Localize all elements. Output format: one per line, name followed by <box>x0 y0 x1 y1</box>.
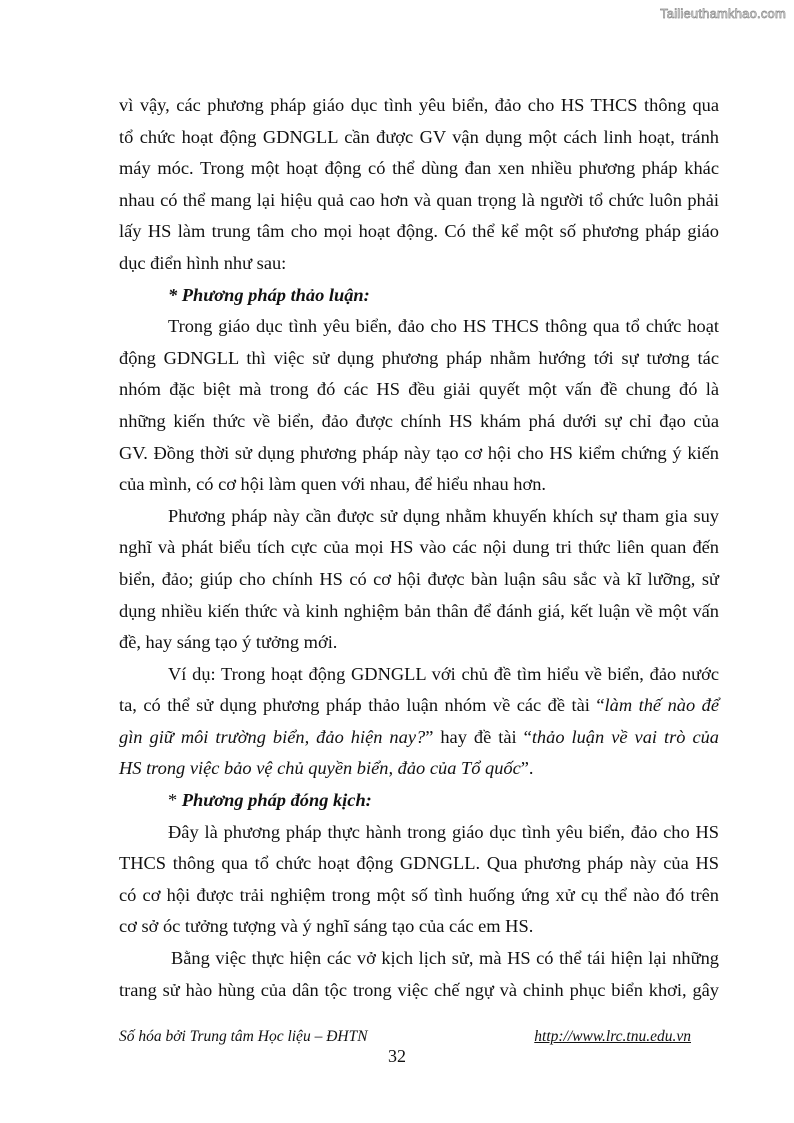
section-heading-dong-kich: * Phương pháp đóng kịch: <box>168 790 372 811</box>
text-line: THCS thông qua tổ chức hoạt động GDNGLL. Qua phương pháp này của HS <box>119 853 719 874</box>
text-line: những kiến thức về biển, đảo được chính HS khám phá dưới sự chỉ đạo của <box>119 410 719 431</box>
text-line: cơ sở óc tưởng tượng và ý nghĩ sáng tạo của các em HS. <box>119 916 534 937</box>
text-line: HS trong việc bảo vệ chủ quyền biển, đảo của Tổ quốc”. <box>119 758 534 779</box>
text-line: Đây là phương pháp thực hành trong giáo dục tình yêu biển, đảo cho HS <box>168 821 719 842</box>
text-line: có cơ hội được trải nghiệm trong một số tình huống ứng xử cụ thể nào đó trên <box>119 884 719 905</box>
text-line: Trong giáo dục tình yêu biển, đảo cho HS THCS thông qua tổ chức hoạt <box>168 316 719 337</box>
text-line: gìn giữ môi trường biển, đảo hiện nay?” hay đề tài “thảo luận về vai trò của <box>119 726 720 747</box>
text-line: Phương pháp này cần được sử dụng nhằm khuyến khích sự tham gia suy <box>168 505 719 526</box>
text-line: biển, đảo; giúp cho chính HS có cơ hội được bàn luận sâu sắc và kĩ lưỡng, sử <box>119 568 719 589</box>
text-line: máy móc. Trong một hoạt động có thể dùng đan xen nhiều phương pháp khác <box>119 158 719 179</box>
text-line: nhau có thể mang lại hiệu quả cao hơn và quan trọng là người tổ chức luôn phải <box>119 189 719 210</box>
footer-source: Số hóa bởi Trung tâm Học liệu – ĐHTN <box>119 1028 368 1045</box>
text-line: đề, hay sáng tạo ý tưởng mới. <box>119 632 338 653</box>
page-body <box>119 90 719 1006</box>
text-line: dụng nhiều kiến thức và kinh nghiệm bản thân để đánh giá, kết luận về một vấn <box>119 600 719 621</box>
text-line: ta, có thể sử dụng phương pháp thảo luận nhóm về các đề tài “làm thế nào để <box>119 695 719 716</box>
text-line: trang sử hào hùng của dân tộc trong việc chế ngự và chinh phục biển khơi, gây <box>119 979 719 1000</box>
text-line: Ví dụ: Trong hoạt động GDNGLL với chủ đề tìm hiểu về biển, đảo nước <box>168 663 719 684</box>
text-line: lấy HS làm trung tâm cho mọi hoạt động. Có thể kể một số phương pháp giáo <box>119 221 719 242</box>
text-line: tổ chức hoạt động GDNGLL cần được GV vận dụng một cách linh hoạt, tránh <box>119 126 719 147</box>
text-line: vì vậy, các phương pháp giáo dục tình yêu biển, đảo cho HS THCS thông qua <box>119 95 719 115</box>
page-number: 32 <box>388 1046 406 1066</box>
text-line: dục điển hình như sau: <box>119 252 287 273</box>
text-line: của mình, có cơ hội làm quen với nhau, để hiểu nhau hơn. <box>119 474 547 495</box>
text-line: nhóm đặc biệt mà trong đó các HS đều giải quyết một vấn đề chung đó là <box>119 379 719 400</box>
text-line: GV. Đồng thời sử dụng phương pháp này tạo cơ hội cho HS kiểm chứng ý kiến <box>119 442 719 463</box>
watermark-text: Tailieuthamkhao.com <box>660 6 786 21</box>
text-line: Bằng việc thực hiện các vở kịch lịch sử, mà HS có thể tái hiện lại những <box>171 948 719 969</box>
section-heading-thao-luan: * Phương pháp thảo luận: <box>168 284 370 305</box>
footer-link[interactable]: http://www.lrc.tnu.edu.vn <box>534 1028 691 1045</box>
text-line: nghĩ và phát biểu tích cực của mọi HS vào các nội dung tri thức liên quan đến <box>119 537 719 558</box>
text-line: động GDNGLL thì việc sử dụng phương pháp nhằm hướng tới sự tương tác <box>119 347 719 368</box>
